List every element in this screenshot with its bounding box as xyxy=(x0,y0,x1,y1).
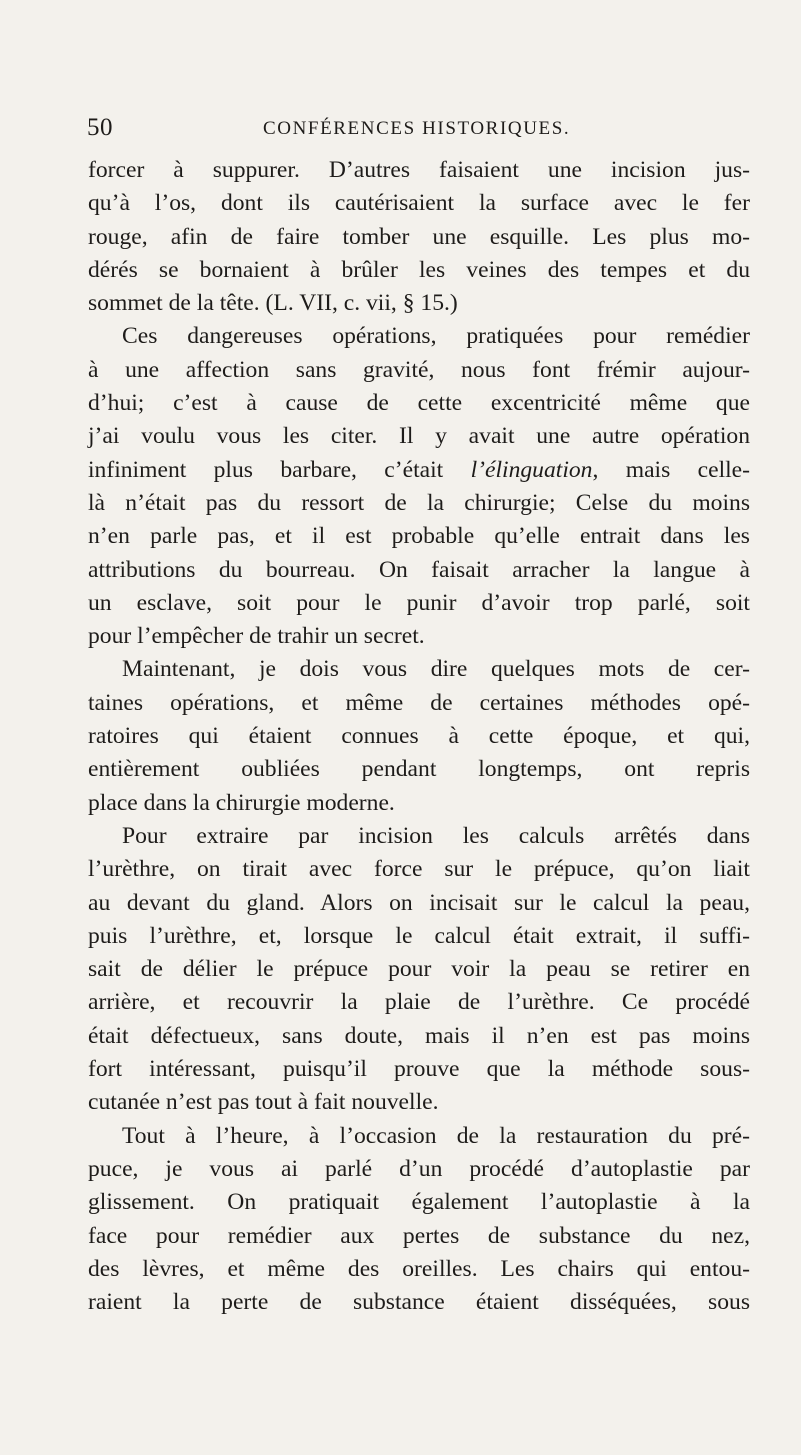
text-line: rouge, afin de faire tomber une esquille. Les plus mo- xyxy=(88,223,750,250)
text-line: j’ai voulu vous les citer. Il y avait une autre opération xyxy=(88,423,750,450)
text-line: là n’était pas du ressort de la chirurgie; Celse du moins xyxy=(88,489,750,516)
text-line: Ces dangereuses opérations, pratiquées pour remédier xyxy=(122,323,750,350)
text-line: Maintenant, je dois vous dire quelques mots de cer- xyxy=(122,656,750,683)
text-line: un esclave, soit pour le punir d’avoir trop parlé, soit xyxy=(88,589,750,616)
text-segment: , mais celle- xyxy=(592,456,751,483)
text-line: d’hui; c’est à cause de cette excentricité même que xyxy=(88,390,750,417)
text-line: glissement. On pratiquait également l’autoplastie à la xyxy=(88,1189,750,1216)
text-line: Tout à l’heure, à l’occasion de la restauration du pré- xyxy=(122,1122,750,1149)
text-line: Pour extraire par incision les calculs arrêtés dans xyxy=(122,822,750,849)
italic-term: l’élinguation xyxy=(470,456,593,483)
text-line: n’en parle pas, et il est probable qu’elle entrait dans les xyxy=(88,523,750,550)
text-segment: infiniment plus barbare, c’était xyxy=(88,456,471,483)
text-line: qu’à l’os, dont ils cautérisaient la surface avec le fer xyxy=(88,190,750,217)
text-line: attributions du bourreau. On faisait arracher la langue à xyxy=(88,556,750,583)
running-title: CONFÉRENCES HISTORIQUES. xyxy=(263,118,571,139)
text-line: taines opérations, et même de certaines méthodes opé- xyxy=(88,689,750,716)
text-line: au devant du gland. Alors on incisait sur le calcul la peau, xyxy=(88,889,750,916)
running-head xyxy=(87,114,751,144)
text-line: dérés se bornaient à brûler les veines des tempes et du xyxy=(88,256,750,283)
text-line: pour l’empêcher de trahir un secret. xyxy=(88,623,425,650)
body-text xyxy=(88,154,750,1319)
text-line: arrière, et recouvrir la plaie de l’urèthre. Ce procédé xyxy=(88,989,750,1016)
text-line: puce, je vous ai parlé d’un procédé d’autoplastie par xyxy=(88,1155,750,1182)
text-line: sait de délier le prépuce pour voir la peau se retirer en xyxy=(88,956,750,983)
text-line: ratoires qui étaient connues à cette époque, et qui, xyxy=(88,723,750,750)
text-line: puis l’urèthre, et, lorsque le calcul était extrait, il suffi- xyxy=(88,922,750,949)
text-line: forcer à suppurer. D’autres faisaient une incision jus- xyxy=(88,157,750,183)
text-line: était défectueux, sans doute, mais il n’en est pas moins xyxy=(88,1022,750,1049)
page-number: 50 xyxy=(87,114,113,141)
text-line: entièrement oubliées pendant longtemps, ont repris xyxy=(88,756,750,783)
text-line: raient la perte de substance étaient disséquées, sous xyxy=(88,1289,750,1316)
text-line: fort intéressant, puisqu’il prouve que la méthode sous- xyxy=(88,1056,750,1083)
text-line: des lèvres, et même des oreilles. Les chairs qui entou- xyxy=(88,1255,750,1282)
text-line: l’urèthre, on tirait avec force sur le prépuce, qu’on liait xyxy=(88,856,750,883)
text-line: cutanée n’est pas tout à fait nouvelle. xyxy=(88,1089,439,1116)
text-line: place dans la chirurgie moderne. xyxy=(88,789,395,816)
text-line: à une affection sans gravité, nous font frémir aujour- xyxy=(88,356,750,383)
text-line xyxy=(88,454,750,487)
text-line: face pour remédier aux pertes de substance du nez, xyxy=(88,1222,750,1249)
text-line: sommet de la tête. (L. VII, c. vii, § 15.) xyxy=(88,290,458,317)
